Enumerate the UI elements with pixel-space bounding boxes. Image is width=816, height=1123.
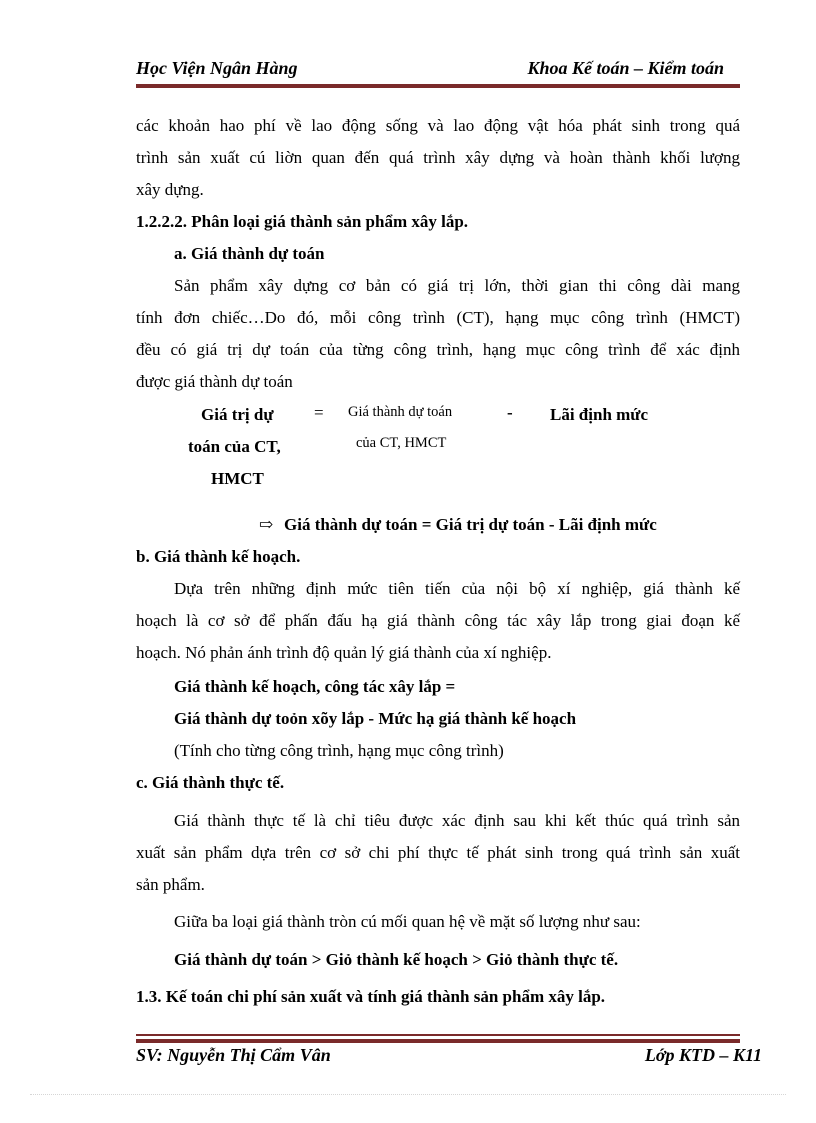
paragraph-3-line-1: Dựa trên những định mức tiên tiến của nội bộ xí nghiệp, giá thành kế bbox=[174, 579, 740, 598]
formula-b-line-2: Giá thành dự toỏn xõy lắp - Mức hạ giá thành kế hoạch bbox=[174, 709, 577, 728]
paragraph-1-line-2: trình sản xuất cú liờn quan đến quá trình xây dựng và hoàn thành khối lượng bbox=[136, 148, 740, 167]
formula-left-line-3: HMCT bbox=[211, 469, 264, 488]
formula-middle-line-2: của CT, HMCT bbox=[356, 435, 447, 451]
header-right: Khoa Kế toán – Kiểm toán bbox=[527, 58, 724, 78]
header-left: Học Viện Ngân Hàng bbox=[136, 58, 298, 78]
paragraph-1-line-1: các khoản hao phí về lao động sống và lao động vật hóa phát sinh trong quá bbox=[136, 116, 740, 135]
paragraph-3-line-3: hoạch. Nó phản ánh trình độ quản lý giá thành của xí nghiệp. bbox=[136, 643, 552, 662]
footer-rule-bottom bbox=[136, 1039, 740, 1043]
formula-b-note: (Tính cho từng công trình, hạng mục công trình) bbox=[174, 741, 504, 760]
paragraph-4-line-3: sản phẩm. bbox=[136, 875, 205, 894]
formula-minus: - bbox=[507, 403, 513, 422]
page-bottom-dotted-border bbox=[30, 1094, 786, 1095]
subheading-c: c. Giá thành thực tế. bbox=[136, 773, 285, 792]
subheading-a: a. Giá thành dự toán bbox=[174, 244, 325, 263]
paragraph-1 bbox=[136, 110, 740, 206]
section-heading-1222: 1.2.2.2. Phân loại giá thành sản phẩm xây lắp. bbox=[136, 212, 469, 231]
formula-equals: = bbox=[314, 403, 324, 422]
paragraph-4 bbox=[136, 805, 740, 901]
footer-rule-top bbox=[136, 1034, 740, 1036]
formula-right: Lãi định mức bbox=[550, 405, 649, 424]
paragraph-2-line-2: tính đơn chiếc…Do đó, mỗi công trình (CT), hạng mục công trình (HMCT) bbox=[136, 308, 740, 327]
paragraph-2-line-1: Sản phẩm xây dựng cơ bản có giá trị lớn, thời gian thi công dài mang bbox=[174, 276, 740, 295]
formula-result: Giá thành dự toán = Giá trị dự toán - Lãi định mức bbox=[284, 515, 657, 534]
formula-b-line-1: Giá thành kế hoạch, công tác xây lắp = bbox=[174, 677, 456, 696]
paragraph-4-line-2: xuất sản phẩm dựa trên cơ sở chi phí thực tế phát sinh trong quá trình sản xuất bbox=[136, 843, 740, 862]
footer-right: Lớp KTD – K11 bbox=[644, 1045, 762, 1065]
paragraph-2-line-4: được giá thành dự toán bbox=[136, 372, 293, 391]
paragraph-1-line-3: xây dựng. bbox=[136, 180, 204, 199]
formula-left-line-1: Giá trị dự bbox=[201, 405, 274, 424]
relation-line: Giá thành dự toán > Giỏ thành kế hoạch > Giỏ thành thực tế. bbox=[174, 950, 619, 969]
paragraph-3 bbox=[136, 573, 740, 669]
paragraph-4-line-1: Giá thành thực tế là chỉ tiêu được xác định sau khi kết thúc quá trình sản bbox=[174, 811, 740, 830]
formula-result-arrow-icon: ⇨ bbox=[259, 515, 274, 534]
paragraph-5: Giữa ba loại giá thành tròn cú mối quan hệ về mặt số lượng như sau: bbox=[174, 912, 641, 931]
formula-middle-line-1: Giá thành dự toán bbox=[348, 404, 453, 420]
subheading-b: b. Giá thành kế hoạch. bbox=[136, 547, 301, 566]
formula-left-line-2: toán của CT, bbox=[188, 437, 281, 456]
paragraph-3-line-2: hoạch là cơ sở để phấn đấu hạ giá thành công tác xây lắp trong giai đoạn kế bbox=[136, 611, 740, 630]
section-heading-13: 1.3. Kế toán chi phí sản xuất và tính giá thành sản phẩm xây lắp. bbox=[136, 987, 606, 1006]
header-rule bbox=[136, 84, 740, 88]
footer-left: SV: Nguyễn Thị Cẩm Vân bbox=[136, 1045, 331, 1065]
paragraph-2-line-3: đều có giá trị dự toán của từng công trình, hạng mục công trình để xác định bbox=[136, 340, 740, 359]
paragraph-2 bbox=[136, 270, 740, 398]
